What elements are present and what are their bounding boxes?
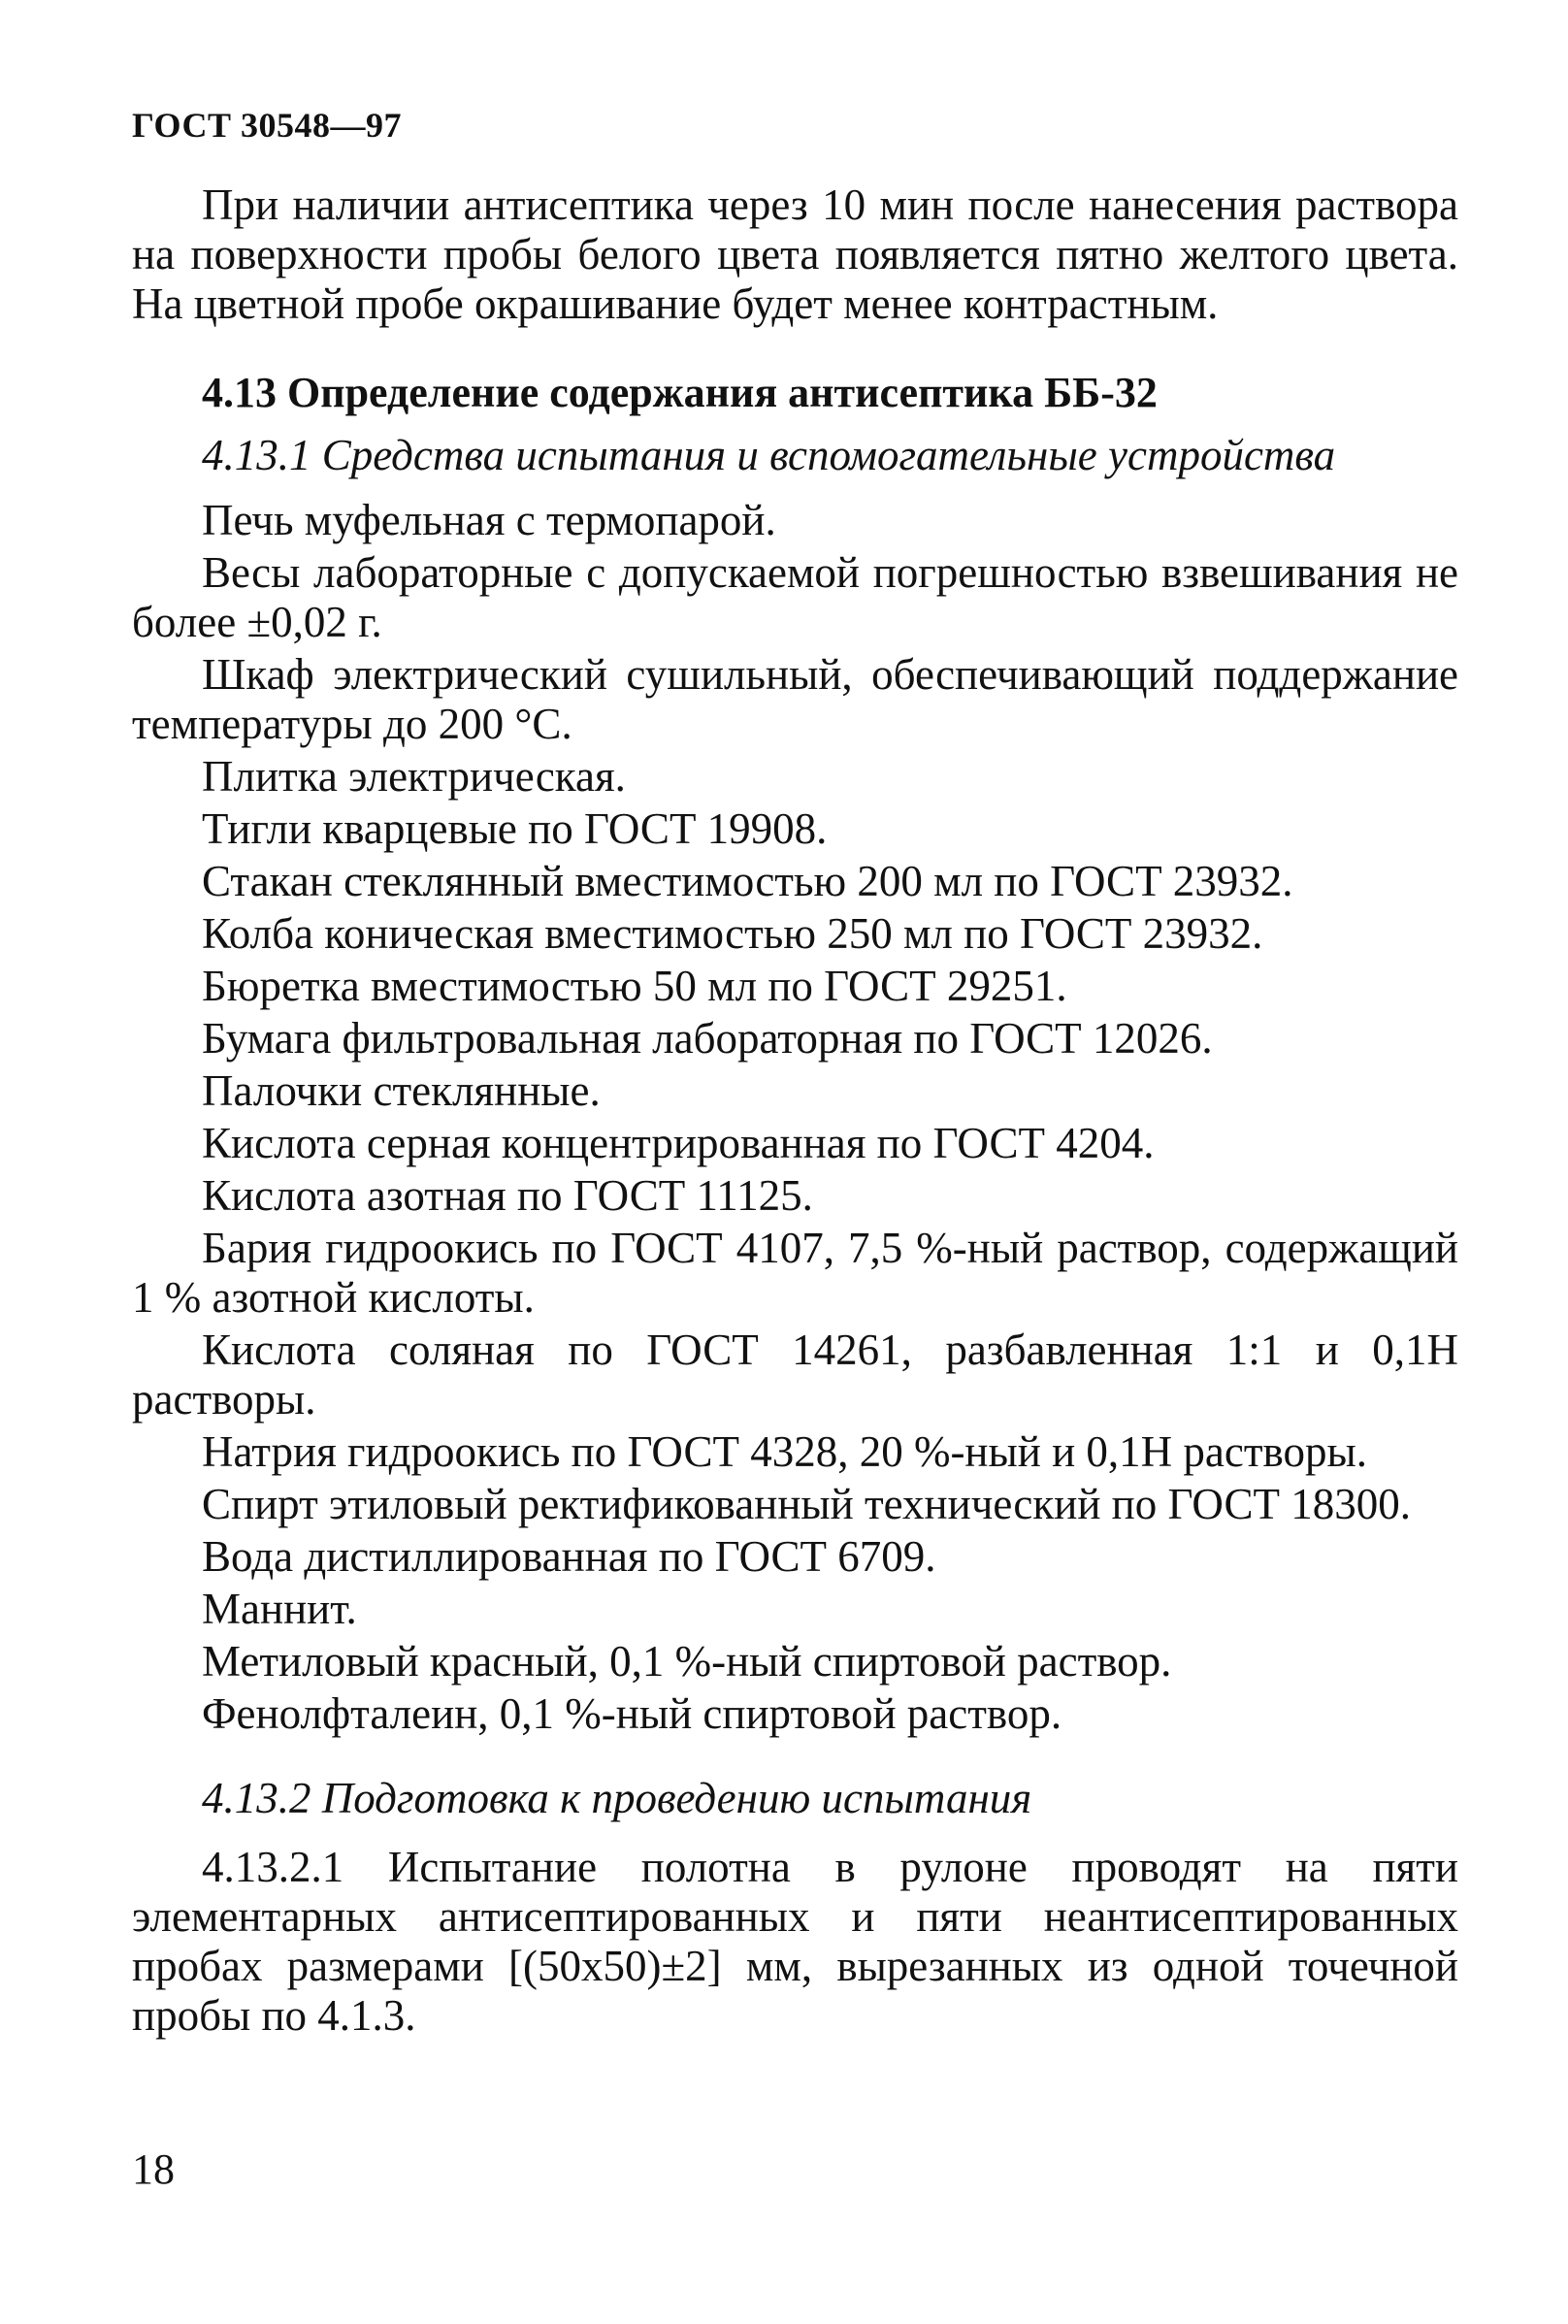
- list-item: Бария гидроокись по ГОСТ 4107, 7,5 %-ный раствор, содержащий 1 % азотной кислоты.: [132, 1224, 1458, 1322]
- page-body: [132, 180, 1458, 2041]
- paragraph-4-13-2-1: 4.13.2.1 Испытание полотна в рулоне проводят на пяти элементарных антисептированных и пяти неантисептированных пробах размерами [(50x50)±2] мм, вырезанных из одной точечной пробы по 4.1.3.: [132, 1843, 1458, 2040]
- list-item: Кислота серная концентрированная по ГОСТ 4204.: [202, 1119, 1155, 1167]
- list-item: Тигли кварцевые по ГОСТ 19908.: [202, 804, 828, 853]
- list-item: Стакан стеклянный вместимостью 200 мл по ГОСТ 23932.: [202, 857, 1293, 905]
- standard-header: ГОСТ 30548—97: [132, 106, 402, 145]
- list-item: Кислота соляная по ГОСТ 14261, разбавленная 1:1 и 0,1Н растворы.: [132, 1326, 1458, 1424]
- list-item: Фенолфталеин, 0,1 %-ный спиртовой раствор.: [202, 1689, 1062, 1738]
- list-item: Шкаф электрический сушильный, обеспечивающий поддержание температуры до 200 °С.: [132, 650, 1458, 748]
- list-item: Бюретка вместимостью 50 мл по ГОСТ 29251.: [202, 962, 1067, 1010]
- page-number: 18: [132, 2145, 175, 2193]
- list-item: Печь муфельная с термопарой.: [202, 496, 776, 544]
- list-item: Кислота азотная по ГОСТ 11125.: [202, 1171, 813, 1220]
- list-item: Спирт этиловый ректификованный технический по ГОСТ 18300.: [202, 1480, 1411, 1528]
- list-item: Маннит.: [202, 1585, 357, 1633]
- section-heading: 4.13 Определение содержания антисептика ББ-32: [202, 369, 1158, 416]
- list-item: Метиловый красный, 0,1 %-ный спиртовой раствор.: [202, 1637, 1172, 1686]
- subsection-heading-equipment: 4.13.1 Средства испытания и вспомогательные устройства: [202, 431, 1336, 479]
- list-item: Плитка электрическая.: [202, 752, 626, 801]
- list-item: Бумага фильтровальная лабораторная по ГОСТ 12026.: [202, 1014, 1213, 1063]
- subsection-heading-preparation: 4.13.2 Подготовка к проведению испытания: [202, 1774, 1032, 1822]
- list-item: Колба коническая вместимостью 250 мл по ГОСТ 23932.: [202, 909, 1263, 958]
- list-item: Весы лабораторные с допускаемой погрешностью взвешивания не более ±0,02 г.: [132, 548, 1458, 646]
- list-item: Вода дистиллированная по ГОСТ 6709.: [202, 1532, 936, 1581]
- intro-paragraph: При наличии антисептика через 10 мин после нанесения раствора на поверхности пробы белого цвета появляется пятно желтого цвета. На цветной пробе окрашивание будет менее контрастным.: [132, 180, 1458, 328]
- list-item: Палочки стеклянные.: [202, 1066, 601, 1115]
- equipment-list: [132, 496, 1458, 1739]
- list-item: Натрия гидроокись по ГОСТ 4328, 20 %-ный и 0,1Н растворы.: [202, 1427, 1367, 1476]
